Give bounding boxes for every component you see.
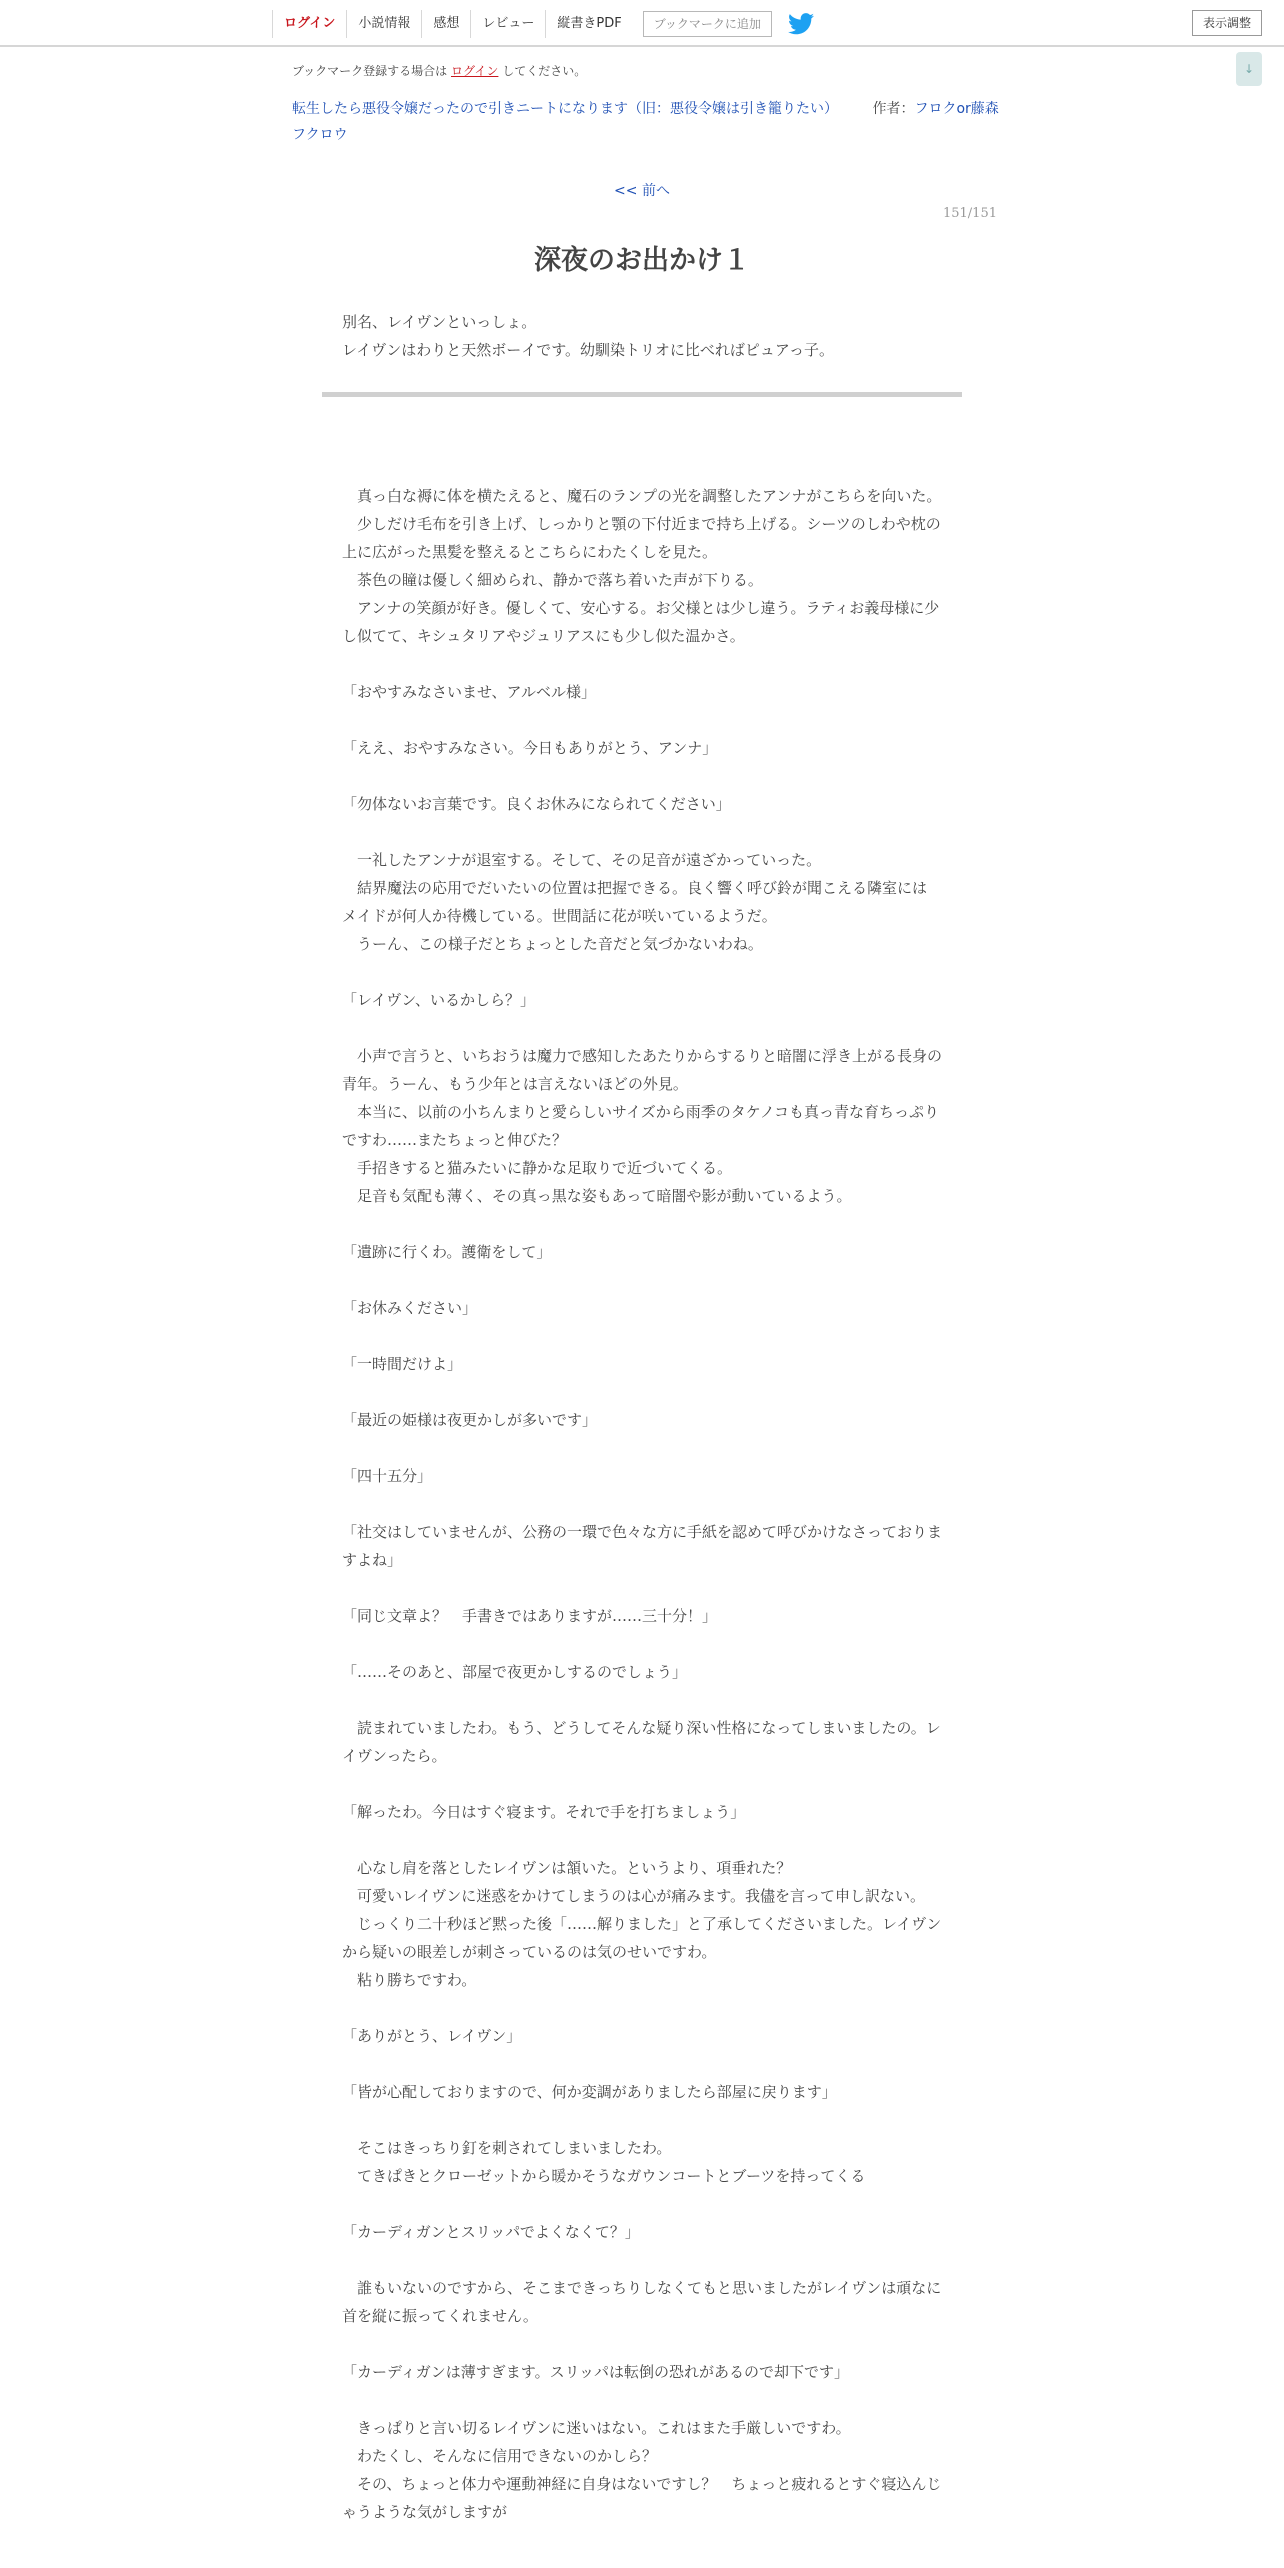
body-paragraph: 足音も気配も薄く、その真っ黒な姿もあって暗闇や影が動いているよう。 <box>342 1187 852 1205</box>
blank-line <box>342 958 942 986</box>
body-paragraph: 「……そのあと、部屋で夜更かしするのでしょう」 <box>342 1663 688 1681</box>
blank-line <box>342 2190 942 2218</box>
bookmark-note-login-link[interactable]: ログイン <box>451 64 499 78</box>
preface-line: レイヴンはわりと天然ボーイです。幼馴染トリオに比べればピュアっ子。 <box>342 341 835 359</box>
body-paragraph: てきぱきとクローゼットから暖かそうなガウンコートとブーツを持ってくる <box>342 2167 866 2185</box>
body-paragraph: 「社交はしていませんが、公務の一環で色々な方に手紙を認めて呼びかけなさっておりますよね」 <box>342 1523 943 1569</box>
nav-novel-info-link[interactable]: 小説情報 <box>346 10 421 38</box>
body-paragraph: アンナの笑顔が好き。優しくて、安心する。お父様とは少し違う。ラティお義母様に少し似てて、キシュタリアやジュリアスにも少し似た温かさ。 <box>342 599 940 645</box>
blank-line <box>342 1434 942 1462</box>
blank-line <box>342 1630 942 1658</box>
bookmark-add-button[interactable]: ブックマークに追加 <box>643 11 772 37</box>
series-info <box>292 96 1012 148</box>
nav-vertical-pdf-link[interactable]: 縦書きPDF <box>545 10 632 38</box>
chapter-title: 深夜のお出かけ１ <box>534 245 750 276</box>
blank-line <box>342 1994 942 2022</box>
blank-line <box>342 1574 942 1602</box>
body-paragraph: 小声で言うと、いちおうは魔力で感知したあたりからするりと暗闇に浮き上がる長身の青年。うーん、もう少年とは言えないほどの外見。 <box>342 1047 943 1093</box>
body-paragraph: 「カーディガンとスリッパでよくなくて？」 <box>342 2223 640 2241</box>
blank-line <box>342 1210 942 1238</box>
body-paragraph: 手招きすると猫みたいに静かな足取りで近づいてくる。 <box>342 1159 733 1177</box>
body-paragraph: 「遺跡に行くわ。護衛をして」 <box>342 1243 552 1261</box>
body-paragraph: 少しだけ毛布を引き上げ、しっかりと顎の下付近まで持ち上げる。シーツのしわや枕の上に広がった黒髪を整えるとこちらにわたくしを見た。 <box>342 515 941 561</box>
body-paragraph: 「同じ文章よ？ 手書きではありますが……三十分！」 <box>342 1607 718 1625</box>
blank-line <box>342 1490 942 1518</box>
body-paragraph: 「おやすみなさいませ、アルベル様」 <box>342 683 596 701</box>
bookmark-login-note <box>292 62 586 79</box>
body-paragraph: 結界魔法の応用でだいたいの位置は把握できる。良く響く呼び鈴が聞こえる隣室にはメイドが何人か待機している。世間話に花が咲いているようだ。 <box>342 879 928 925</box>
blank-line <box>342 2330 942 2358</box>
blank-line <box>342 2106 942 2134</box>
blank-line <box>342 1378 942 1406</box>
body-paragraph: 「勿体ないお言葉です。良くお休みになられてください」 <box>342 795 731 813</box>
series-title-link[interactable]: 転生したら悪役令嬢だったので引きニートになります（旧：悪役令嬢は引き籠りたい） <box>292 101 838 117</box>
twitter-bird-icon <box>788 13 814 35</box>
body-paragraph: じっくり二十秒ほど黙った後「……解りました」と了承してくださいました。レイヴンから疑いの眼差しが刺さっているのは気のせいですわ。 <box>342 1915 942 1961</box>
blank-line <box>342 1014 942 1042</box>
body-paragraph: 「一時間だけよ」 <box>342 1355 463 1373</box>
body-paragraph: きっぱりと言い切るレイヴンに迷いはない。これはまた手厳しいですわ。 <box>342 2419 851 2437</box>
display-settings-button[interactable]: 表示調整 <box>1192 10 1262 36</box>
bookmark-note-suffix: してください。 <box>502 64 587 78</box>
body-paragraph: 真っ白な褥に体を横たえると、魔石のランプの光を調整したアンナがこちらを向いた。 <box>342 487 942 505</box>
chapter-preface <box>342 308 942 364</box>
body-paragraph: 「皆が心配しておりますので、何か変調がありましたら部屋に戻ります」 <box>342 2083 837 2101</box>
body-paragraph: そこはきっちり釘を刺されてしまいましたわ。 <box>342 2139 672 2157</box>
body-paragraph: 心なし肩を落としたレイヴンは頷いた。というより、項垂れた？ <box>342 1859 792 1877</box>
prev-page-link[interactable]: << 前へ <box>614 183 670 199</box>
scroll-down-icon[interactable]: ↓ <box>1236 52 1262 86</box>
bookmark-note-prefix: ブックマーク登録する場合は <box>292 64 448 78</box>
twitter-icon[interactable] <box>788 13 814 35</box>
blank-line <box>342 650 942 678</box>
body-paragraph: うーん、この様子だとちょっとした音だと気づかないわね。 <box>342 935 763 953</box>
blank-line <box>342 1826 942 1854</box>
body-paragraph: 「ありがとう、レイヴン」 <box>342 2027 522 2045</box>
body-paragraph: 「四十五分」 <box>342 1467 433 1485</box>
body-paragraph: 粘り勝ちですわ。 <box>342 1971 477 1989</box>
blank-line <box>342 1686 942 1714</box>
body-paragraph: 「最近の姫様は夜更かしが多いです」 <box>342 1411 598 1429</box>
blank-line <box>342 706 942 734</box>
blank-line <box>342 2050 942 2078</box>
blank-line <box>342 818 942 846</box>
body-paragraph: 「レイヴン、いるかしら？」 <box>342 991 536 1009</box>
preface-line: 別名、レイヴンといっしょ。 <box>342 313 537 331</box>
body-paragraph: わたくし、そんなに信用できないのかしら？ <box>342 2447 658 2465</box>
body-paragraph: 「ええ、おやすみなさい。今日もありがとう、アンナ」 <box>342 739 718 757</box>
blank-line <box>342 1770 942 1798</box>
blank-line <box>342 1266 942 1294</box>
blank-line <box>342 2386 942 2414</box>
author-label: 作者： <box>872 101 915 117</box>
prev-link-container <box>0 180 1284 200</box>
chapter-body <box>342 482 942 2526</box>
preface-divider <box>322 392 962 397</box>
blank-line <box>342 762 942 790</box>
page-number: 151/151 <box>942 206 997 221</box>
body-paragraph: 茶色の瞳は優しく細められ、静かで落ち着いた声が下りる。 <box>342 571 763 589</box>
nav-menu <box>272 10 814 38</box>
body-paragraph: 可愛いレイヴンに迷惑をかけてしまうのは心が痛みます。我儘を言って申し訳ない。 <box>342 1887 926 1905</box>
body-paragraph: その、ちょっと体力や運動神経に自身はないですし？ ちょっと疲れるとすぐ寝込んじゃうような気がしますが <box>342 2475 942 2521</box>
body-paragraph: 読まれていましたわ。もう、どうしてそんな疑り深い性格になってしまいましたの。レイヴンったら。 <box>342 1719 941 1765</box>
body-paragraph: 「お休みください」 <box>342 1299 478 1317</box>
body-paragraph: 誰もいないのですから、そこまできっちりしなくてもと思いましたがレイヴンは頑なに首を縦に振ってくれません。 <box>342 2279 942 2325</box>
nav-login-link[interactable]: ログイン <box>272 10 346 38</box>
top-navigation-bar <box>0 0 1284 47</box>
body-paragraph: 「カーディガンは薄すぎます。スリッパは転倒の恐れがあるので却下です」 <box>342 2363 850 2381</box>
author-name-link[interactable]: フロクor藤森フクロウ <box>292 101 999 143</box>
nav-impressions-link[interactable]: 感想 <box>421 10 470 38</box>
blank-line <box>342 1322 942 1350</box>
blank-line <box>342 2246 942 2274</box>
body-paragraph: 一礼したアンナが退室する。そして、その足音が遠ざかっていった。 <box>342 851 822 869</box>
nav-review-link[interactable]: レビュー <box>470 10 545 38</box>
body-paragraph: 本当に、以前の小ちんまりと愛らしいサイズから雨季のタケノコも真っ青な育ちっぷりですわ……またちょっと伸びた？ <box>342 1103 940 1149</box>
body-paragraph: 「解ったわ。今日はすぐ寝ます。それで手を打ちましょう」 <box>342 1803 746 1821</box>
